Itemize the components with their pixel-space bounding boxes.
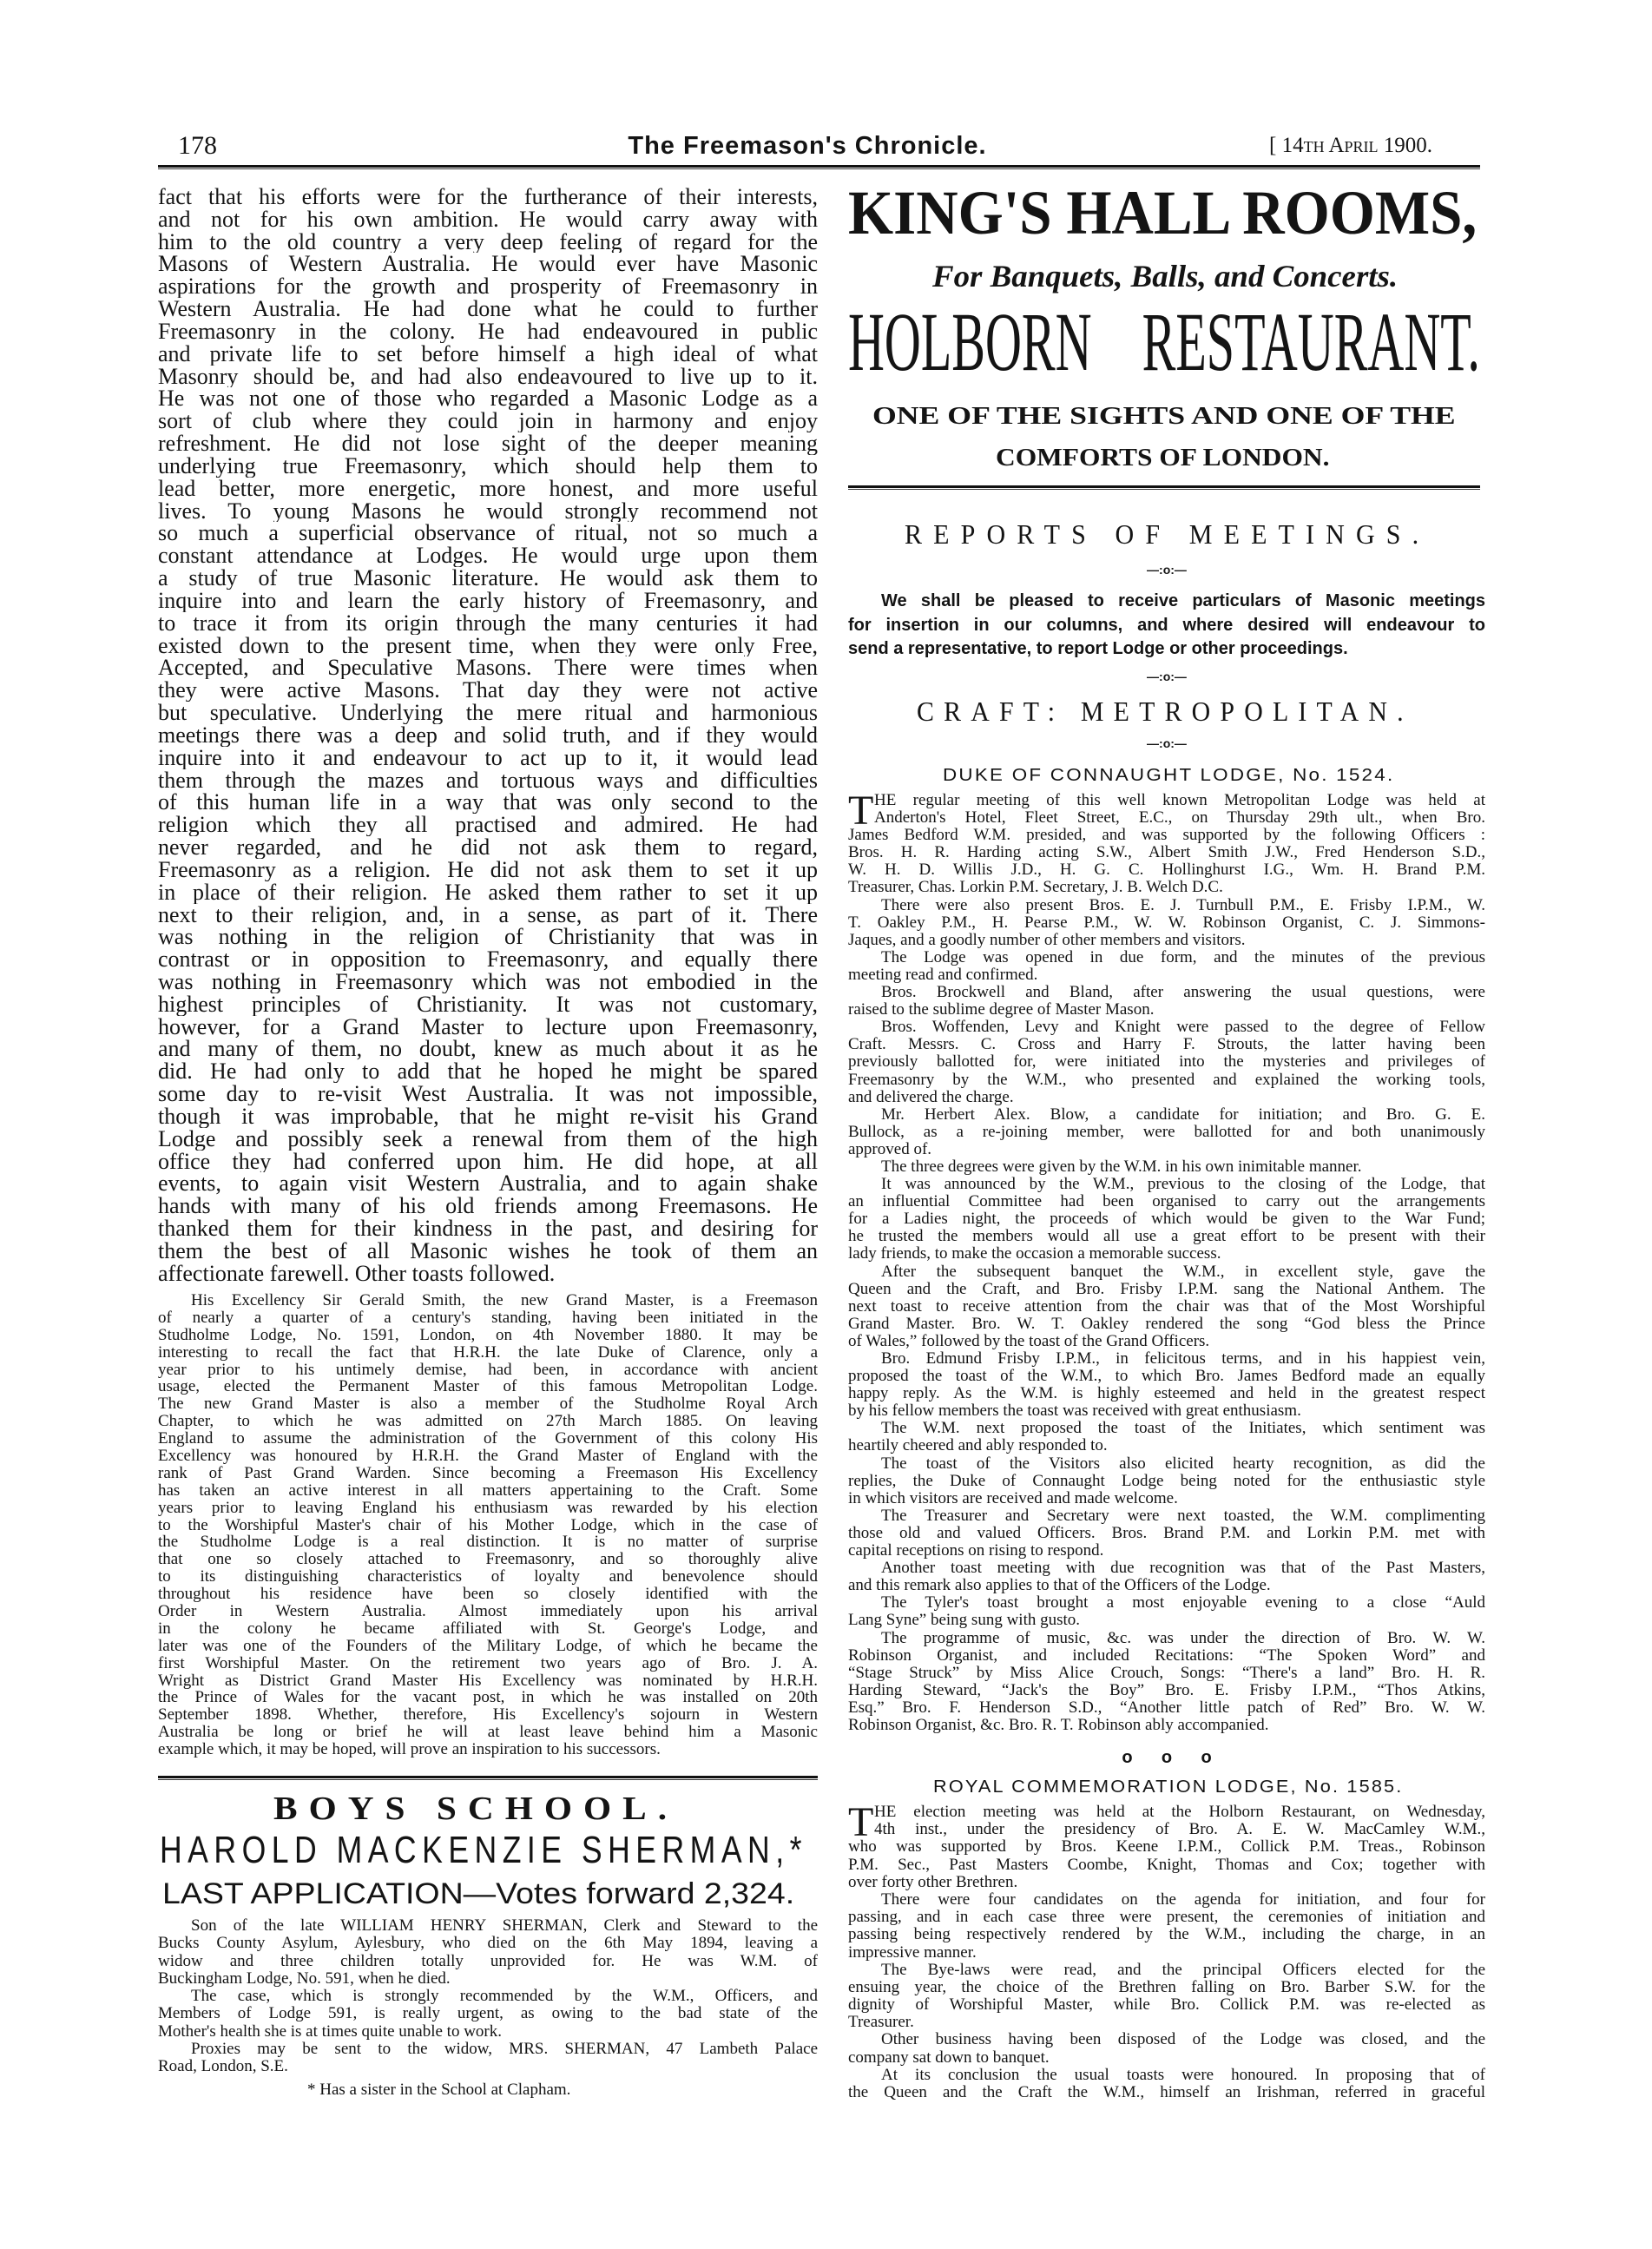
text-line: Accepted, and Speculative Masons. There were times when	[158, 656, 818, 680]
ad-tagline-1: ONE OF THE SIGHTS AND ONE OF THE	[872, 403, 1456, 430]
text-line: later was one of the Founders of the Military Lodge, of which he became the	[158, 1637, 818, 1655]
text-line: he trusted the members would all use a great effort to be present with their	[848, 1228, 1485, 1246]
ad-holborn-box	[848, 295, 1480, 388]
text-line: was nothing in the religion of Christianity that was in	[158, 926, 818, 949]
text-line: inquire into it and endeavour to act up to it, it would lead	[158, 746, 818, 769]
speech-report-column	[158, 186, 818, 1285]
text-line: previously ballotted for, were initiated into the mysteries and privileges of	[848, 1053, 1485, 1072]
text-line: At its conclusion the usual toasts were honoured. In proposing that of	[881, 2066, 1485, 2084]
text-line: Lang Syne” being sung with gusto.	[848, 1612, 1081, 1630]
text-line: Bros. H. R. Harding acting S.W., Albert Smith J.W., Fred Henderson S.D.,	[848, 844, 1485, 862]
text-line: capital receptions on rising to respond.	[848, 1542, 1104, 1560]
text-line: highest principles of Christianity. It was not customary,	[158, 993, 818, 1016]
text-line: Chapter, to which he was admitted on 27th March 1885. On leaving	[158, 1413, 818, 1431]
text-line: T. Oakley P.M., H. Pearse P.M., W. W. Robinson Organist, C. J. Simmons-	[848, 913, 1485, 932]
text-line: Western Australia. He had done what he could to further	[158, 298, 818, 320]
text-line: and this remark also applies to that of the Officers of the Lodge.	[848, 1577, 1271, 1595]
text-line: Anderton's Hotel, Fleet Street, E.C., on Thursday 29th ult., when Bro.	[874, 809, 1485, 828]
paragraph	[848, 949, 1485, 984]
text-line: The new Grand Master is also a member of the Studholme Royal Arch	[158, 1395, 818, 1414]
text-line: lead better, more energetic, more honest, and more useful	[158, 477, 818, 500]
text-line: Lodge and possibly seek a renewal from them of the high	[158, 1127, 818, 1151]
text-line: Masons of Western Australia. He would ever have Masonic	[158, 253, 818, 276]
text-line: Bro. Edmund Frisby I.P.M., in felicitous terms, and in his happiest vein,	[881, 1350, 1485, 1368]
text-line: the Prince of Wales for the vacant post, in which he was installed on 20th	[158, 1689, 818, 1707]
text-line: to the Worshipful Master's chair of his Mother Lodge, which in the case of	[158, 1516, 818, 1534]
text-line: September 1898. Whether, therefore, His Excellency's sojourn in Western	[158, 1706, 818, 1725]
text-line: P.M. Sec., Past Masters Coombe, Knight, Thomas and Cox; together with	[848, 1856, 1485, 1874]
ornament-divider: —:o:—	[1147, 736, 1187, 750]
text-line: meeting read and confirmed.	[848, 966, 1038, 984]
text-line: and not for his own ambition. He would carry away with	[158, 208, 818, 231]
text-line: interesting to recall the fact that H.R.H. the late Duke of Clarence, only a	[158, 1343, 818, 1362]
text-line: so much a superficial observance of ritual, not so much a	[158, 522, 818, 545]
text-line: The three degrees were given by the W.M. in his own inimitable manner.	[881, 1157, 1362, 1176]
text-line: passing, and in each case three were present, the ceremonies of initiation and	[848, 1909, 1485, 1927]
text-line: impressive manner.	[848, 1943, 977, 1962]
text-line: lady friends, to make the occasion a memorable success.	[848, 1245, 1221, 1263]
text-line: W. H. D. Willis J.D., H. G. C. Hollinghurst I.G., Wm. H. Brand P.M.	[848, 861, 1485, 880]
text-line: was nothing in Freemasonry which was not embodied in the	[158, 970, 818, 993]
text-line: though it was improbable, that he might re-visit his Grand	[158, 1105, 818, 1128]
paragraph	[158, 1917, 818, 1988]
page-number: 178	[178, 131, 217, 160]
text-line: approved of.	[848, 1140, 932, 1158]
text-line: him to the old country a very deep feeling of regard for the	[158, 230, 818, 254]
text-line: Studholme Lodge, No. 1591, London, on 4th November 1880. It may be	[158, 1326, 818, 1344]
text-line: He was not one of those who regarded a Masonic Lodge as a	[158, 387, 818, 411]
text-line: The W.M. next proposed the toast of the Initiates, which sentiment was	[881, 1420, 1485, 1438]
paragraph	[848, 1560, 1485, 1594]
text-line: Order in Western Australia. Almost immediately upon his arrival	[158, 1603, 818, 1620]
paragraph	[848, 1962, 1485, 2032]
paragraph	[848, 984, 1485, 1019]
text-line: the Queen and the Craft the W.M., himself an Irishman, referred in graceful	[848, 2084, 1485, 2101]
ad-subtitle-box	[932, 259, 1398, 293]
text-line: contrast or in opposition to Freemasonry, and equally there	[158, 948, 818, 971]
text-line: religion which they all practised and admired. He had	[158, 814, 818, 837]
text-line: sort of club where they could join in harmony and enjoy	[158, 410, 818, 433]
duke-of-connaught-lodge-heading: DUKE OF CONNAUGHT LODGE, No. 1524.	[943, 766, 1395, 785]
ad-tagline-2: COMFORTS OF LONDON.	[996, 445, 1330, 472]
text-line: example which, it may be hoped, will prove an inspiration to his successors.	[158, 1741, 661, 1759]
text-line: some day to re-visit West Australia. It was not impossible,	[158, 1083, 818, 1105]
text-line: office they had conferred upon him. He did hope, at all	[158, 1150, 818, 1173]
candidate-name-box	[160, 1830, 807, 1870]
text-line: Mr. Herbert Alex. Blow, a candidate for initiation; and Bro. G. E.	[881, 1105, 1485, 1124]
text-line: rank of Past Grand Warden. Since becoming a Freemason His Excellency	[158, 1464, 818, 1482]
text-line: Mother's health she is at times quite unable to work.	[158, 2022, 503, 2041]
paragraph	[848, 1455, 1485, 1507]
text-line: never regarded, and he did not ask them to regard,	[158, 836, 818, 859]
text-line: however, for a Grand Master to lecture upon Freemasonry,	[158, 1015, 818, 1039]
text-line: did. He had only to add that he hoped he might be spared	[158, 1060, 818, 1084]
text-line: refreshment. He did not lose sight of the deeper meaning	[158, 432, 818, 455]
text-line: events, to again visit Western Australia, and to again shake	[158, 1172, 818, 1196]
text-line: a study of true Masonic literature. He would ask them to	[158, 567, 818, 590]
paragraph	[848, 590, 1485, 662]
text-line: happy reply. As the W.M. is highly esteemed and held in the greatest respect	[848, 1385, 1485, 1403]
text-line: Road, London, S.E.	[158, 2058, 288, 2075]
text-line: over forty other Brethren.	[848, 1873, 1018, 1891]
text-line: Freemasonry as a religion. He did not ask them to set it up	[158, 858, 818, 881]
text-line: The case, which is strongly recommended by the W.M., Officers, and	[191, 1988, 818, 2005]
text-line: Treasurer, Chas. Lorkin P.M. Secretary, J. B. Welch D.C.	[848, 879, 1223, 897]
text-line: to trace it from its origin through the many centuries it had	[158, 611, 818, 635]
text-line: send a representative, to report Lodge or other proceedings.	[848, 639, 1348, 658]
paragraph	[158, 2041, 818, 2076]
text-line: lives. To young Masons he would strongly recommend not	[158, 499, 818, 523]
text-line: company sat down to banquet.	[848, 2048, 1050, 2067]
paragraph	[848, 2031, 1485, 2066]
ad-kings-hall-rooms: KING'S HALL ROOMS,	[848, 178, 1478, 247]
text-line: constant attendance at Lodges. He would urge upon them	[158, 544, 818, 568]
ornament-divider: —:o:—	[1147, 563, 1187, 577]
text-line: “Stage Struck” by Miss Alice Crouch, Songs: “There's a land” Bro. H. R.	[848, 1664, 1485, 1682]
paragraph	[158, 1988, 818, 2041]
text-line: Grand Master. Bro. W. T. Oakley rendered the song “God bless the Prince	[848, 1315, 1485, 1333]
text-line: year prior to his untimely demise, had been, in accordance with ancient	[158, 1361, 818, 1379]
ornament-divider: —:o:—	[1147, 669, 1187, 683]
text-line: heartily cheered and ably responded to.	[848, 1437, 1108, 1455]
paragraph	[848, 1891, 1485, 1962]
text-line: Harding Steward, “Jack's the Boy” Bro. E. Frisby I.P.M., “Thos Atkins,	[848, 1681, 1485, 1699]
section-separator: o o o	[1122, 1748, 1212, 1767]
text-line: hands with many of his old friends among Freemasons. He	[158, 1195, 818, 1218]
drop-cap: T	[848, 788, 874, 834]
text-line: There were also present Bros. E. J. Turnbull P.M., E. Frisby I.P.M., W.	[881, 896, 1485, 914]
text-line: After the subsequent banquet the W.M., in excellent style, gave the	[881, 1263, 1485, 1281]
text-line: His Excellency Sir Gerald Smith, the new Grand Master, is a Freemason	[191, 1292, 818, 1309]
text-line: who was supported by Bros. Keene I.P.M., Collick P.M. Treas., Robinson	[848, 1838, 1485, 1857]
text-line: 4th inst., under the presidency of Bro. A. E. W. MacCamley W.M.,	[874, 1821, 1485, 1839]
text-line: James Bedford W.M. presided, and was supported by the following Officers :	[848, 827, 1485, 845]
text-line: in which visitors are received and made welcome.	[848, 1489, 1178, 1507]
text-line: widow and three children totally unprovided for. He was W.M. of	[158, 1952, 818, 1970]
text-line: Jaques, and a goodly number of other members and visitors.	[848, 931, 1246, 949]
text-line: of this human life in a way that was only second to the	[158, 791, 818, 815]
paragraph	[848, 897, 1485, 949]
text-line: ensuing year, the choice of the Brethren falling on Bro. Barber S.W. for the	[848, 1978, 1485, 1996]
text-line: aspirations for the growth and prosperity of Freemasonry in	[158, 275, 818, 299]
paragraph	[848, 1594, 1485, 1629]
text-line: inquire into and learn the early history of Freemasonry, and	[158, 589, 818, 612]
reports-notice	[848, 590, 1485, 662]
publication-title: The Freemason's Chronicle.	[628, 132, 987, 160]
paragraph	[848, 1630, 1485, 1735]
text-line: Masonry should be, and had also endeavoured to live up to it.	[158, 365, 818, 388]
ad-holborn-restaurant: HOLBORN RESTAURANT.	[848, 295, 1480, 388]
text-line: The toast of the Visitors also elicited hearty recognition, as did the	[881, 1454, 1485, 1473]
grand-master-biography	[158, 1292, 818, 1758]
text-line: The programme of music, &c. was under the direction of Bro. W. W.	[881, 1629, 1485, 1647]
text-line: an influential Committee had been organised to carry out the arrangements	[848, 1193, 1485, 1211]
text-line: next toast to receive attention from the chair was that of the Most Worshipful	[848, 1297, 1485, 1316]
boys-school-heading: BOYS SCHOOL.	[273, 1791, 679, 1827]
text-line: fact that his efforts were for the furtherance of their interests,	[158, 186, 818, 208]
text-line: for a Ladies night, the proceeds of which would be given to the War Fund;	[848, 1210, 1485, 1229]
text-line: them the best of all Masonic wishes he took of them an	[158, 1239, 818, 1263]
duke-heading-box	[943, 766, 1394, 785]
text-line: The Tyler's toast brought a most enjoyable evening to a close “Auld	[881, 1594, 1485, 1613]
text-line: Excellency was honoured by H.R.H. the Grand Master of England with the	[158, 1448, 818, 1465]
text-line: to its distinguishing characteristics of loyalty and benevolence should	[158, 1568, 818, 1586]
text-line: in the colony he became affiliated with St. George's Lodge, and	[158, 1619, 818, 1638]
craft-metropolitan-heading: CRAFT: METROPOLITAN.	[917, 696, 1413, 727]
royal-heading-box	[933, 1777, 1404, 1797]
paragraph	[848, 1350, 1485, 1420]
paragraph	[848, 1019, 1485, 1105]
text-line: The Treasurer and Secretary were next toasted, the W.M. complimenting	[881, 1507, 1485, 1525]
text-line: Esq.” Bro. F. Henderson S.D., “Another little patch of Red” Bro. W. W.	[848, 1698, 1485, 1717]
reports-heading-box	[905, 519, 1430, 549]
text-line: HE regular meeting of this well known Metropolitan Lodge was held at	[874, 792, 1485, 809]
text-line: those old and valued Officers. Bros. Brand P.M. and Lorkin P.M. met with	[848, 1524, 1485, 1542]
text-line: and many of them, no doubt, knew as much about it as he	[158, 1038, 818, 1061]
royal-commemoration-report	[848, 1799, 1485, 2101]
text-line: Bros. Woffenden, Levy and Knight were passed to the degree of Fellow	[881, 1019, 1485, 1037]
text-line: We shall be pleased to receive particulars of Masonic meetings	[881, 591, 1485, 610]
text-line: underlying true Freemasonry, which should help them to	[158, 454, 818, 478]
section-heading-box	[917, 696, 1413, 726]
text-line: of nearly a quarter of a century's standing, having been initiated in the	[158, 1309, 818, 1327]
text-line: of Wales,” followed by the toast of the Grand Officers.	[848, 1332, 1210, 1350]
text-line: Buckingham Lodge, No. 591, when he died.	[158, 1969, 451, 1988]
text-line: proposed the toast of the W.M., to which Bro. James Bedford made an equally	[848, 1368, 1485, 1386]
text-line: by his fellow members the toast was received with great enthusiasm.	[848, 1402, 1301, 1421]
text-line: has taken an active interest in all matters appertaining to the Craft. Some	[158, 1481, 818, 1500]
text-line: Freemasonry by the W.M., who presented and explained the working tools,	[848, 1071, 1485, 1089]
text-line: and private life to set before himself a high ideal of what	[158, 342, 818, 366]
text-line: Proxies may be sent to the widow, MRS. SHERMAN, 47 Lambeth Palace	[191, 2040, 818, 2058]
text-line: Treasurer.	[848, 2014, 914, 2032]
footnote: * Has a sister in the School at Clapham.	[307, 2081, 571, 2099]
text-line: first Worshipful Master. On the retirement two years ago of Bro. J. A.	[158, 1654, 818, 1672]
text-line: that one so closely attached to Freemasonry, and so thoroughly alive	[158, 1551, 818, 1569]
boys-school-appeal-text	[158, 1917, 818, 2075]
text-line: Bucks County Asylum, Aylesbury, who died on the 6th May 1894, leaving a	[158, 1935, 818, 1953]
text-line: Freemasonry in the colony. He had endeavoured in public	[158, 320, 818, 343]
paragraph	[848, 1158, 1485, 1176]
text-line: Robinson Organist, and included Recitations: “The Spoken Word” and	[848, 1646, 1485, 1665]
text-line: It was announced by the W.M., previous to the closing of the Lodge, that	[881, 1176, 1485, 1194]
paragraph	[848, 1106, 1485, 1158]
text-line: Son of the late WILLIAM HENRY SHERMAN, Clerk and Steward to the	[191, 1917, 818, 1935]
paragraph	[158, 186, 818, 1285]
text-line: next to their religion, and, in a sense, as part of it. There	[158, 903, 818, 927]
text-line: existed down to the present time, when they were only Free,	[158, 634, 818, 657]
text-line: affectionate farewell. Other toasts followed.	[158, 1262, 556, 1285]
text-line: The Lodge was opened in due form, and the minutes of the previous	[881, 948, 1485, 966]
ad-kings-hall-box	[848, 178, 1478, 247]
paragraph	[848, 1799, 1485, 1891]
drop-cap: T	[848, 1799, 874, 1845]
text-line: meetings there was a deep and solid truth, and if they would	[158, 723, 818, 747]
text-line: and delivered the charge.	[848, 1088, 1014, 1106]
text-line: Queen and the Craft, and Bro. Frisby I.P.M. sang the National Anthem. The	[848, 1280, 1485, 1298]
text-line: passing being respectively rendered by the W.M., including the charge, in an	[848, 1926, 1485, 1944]
text-line: Another toast meeting with due recognition was that of the Past Masters,	[881, 1560, 1485, 1578]
text-line: dignity of Worshipful Master, while Bro. Collick P.M. was re-elected as	[848, 1996, 1485, 2015]
text-line: Bros. Brockwell and Bland, after answering the usual questions, were	[881, 984, 1485, 1002]
text-line: Wright as District Grand Master His Excellency was nominated by H.R.H.	[158, 1672, 818, 1690]
paragraph	[848, 788, 1485, 897]
duke-of-connaught-report	[848, 788, 1485, 1734]
text-line: them through the mazes and tortuous ways and difficulties	[158, 768, 818, 792]
text-line: raised to the sublime degree of Master Mason.	[848, 1001, 1155, 1019]
appeal-line-box	[162, 1877, 794, 1910]
candidate-name: HAROLD MACKENZIE SHERMAN,*	[160, 1829, 807, 1871]
ad-tagline-1-box	[872, 404, 1456, 430]
header-rule	[158, 165, 1480, 169]
text-line: There were four candidates on the agenda for initiation, and four for	[881, 1890, 1485, 1909]
text-line: Bullock, as a re-joining member, were ballotted for and both unanimously	[848, 1123, 1485, 1141]
section-rule	[158, 1776, 818, 1780]
text-line: they were active Masons. That day they were not active	[158, 679, 818, 702]
text-line: Other business having been disposed of the Lodge was closed, and the	[881, 2031, 1485, 2049]
text-line: The Bye-laws were read, and the principal Officers elected for the	[881, 1961, 1485, 1979]
paragraph	[848, 1507, 1485, 1560]
royal-commemoration-lodge-heading: ROYAL COMMEMORATION LODGE, No. 1585.	[933, 1777, 1404, 1797]
ad-tagline-2-box	[996, 445, 1330, 472]
boys-school-heading-box	[273, 1791, 678, 1827]
paragraph	[158, 1292, 818, 1758]
reports-heading: REPORTS OF MEETINGS.	[905, 518, 1431, 550]
issue-date: [ 14th April 1900.	[1269, 134, 1432, 157]
ad-banquets-subtitle: For Banquets, Balls, and Concerts.	[932, 259, 1399, 293]
ad-rule	[848, 485, 1480, 490]
text-line: years prior to leaving England his enthusiasm was rewarded by his election	[158, 1499, 818, 1517]
text-line: throughout his residence have been so closely identified with the	[158, 1586, 818, 1604]
text-line: in place of their religion. He asked them rather to set it up	[158, 880, 818, 904]
text-line: Craft. Messrs. C. Cross and Harry F. Strouts, the latter having been	[848, 1036, 1485, 1054]
appeal-line: LAST APPLICATION—Votes forward 2,324.	[162, 1877, 795, 1910]
paragraph	[848, 1263, 1485, 1350]
text-line: thanked them for their kindness in the past, and desiring for	[158, 1217, 818, 1240]
text-line: Australia be long or brief he will at least leave behind him a Masonic	[158, 1724, 818, 1742]
text-line: but speculative. Underlying the mere ritual and harmonious	[158, 702, 818, 724]
text-line: usage, elected the Permanent Master of this famous Metropolitan Lodge.	[158, 1378, 818, 1396]
text-line: Members of Lodge 591, is really urgent, as owing to the bad state of the	[158, 2005, 818, 2023]
paragraph	[848, 1176, 1485, 1263]
paragraph	[848, 1420, 1485, 1454]
text-line: for insertion in our columns, and where desired will endeavour to	[848, 615, 1485, 635]
text-line: England to assume the administration of the Government of this colony His	[158, 1430, 818, 1448]
paragraph	[848, 2067, 1485, 2101]
text-line: HE election meeting was held at the Holborn Restaurant, on Wednesday,	[874, 1804, 1485, 1821]
text-line: the Studholme Lodge is a real distinction. It is no matter of surprise	[158, 1533, 818, 1552]
text-line: replies, the Duke of Connaught Lodge being noted for the enthusiastic style	[848, 1472, 1485, 1490]
text-line: Robinson Organist, &c. Bro. R. T. Robinson ably accompanied.	[848, 1716, 1269, 1734]
